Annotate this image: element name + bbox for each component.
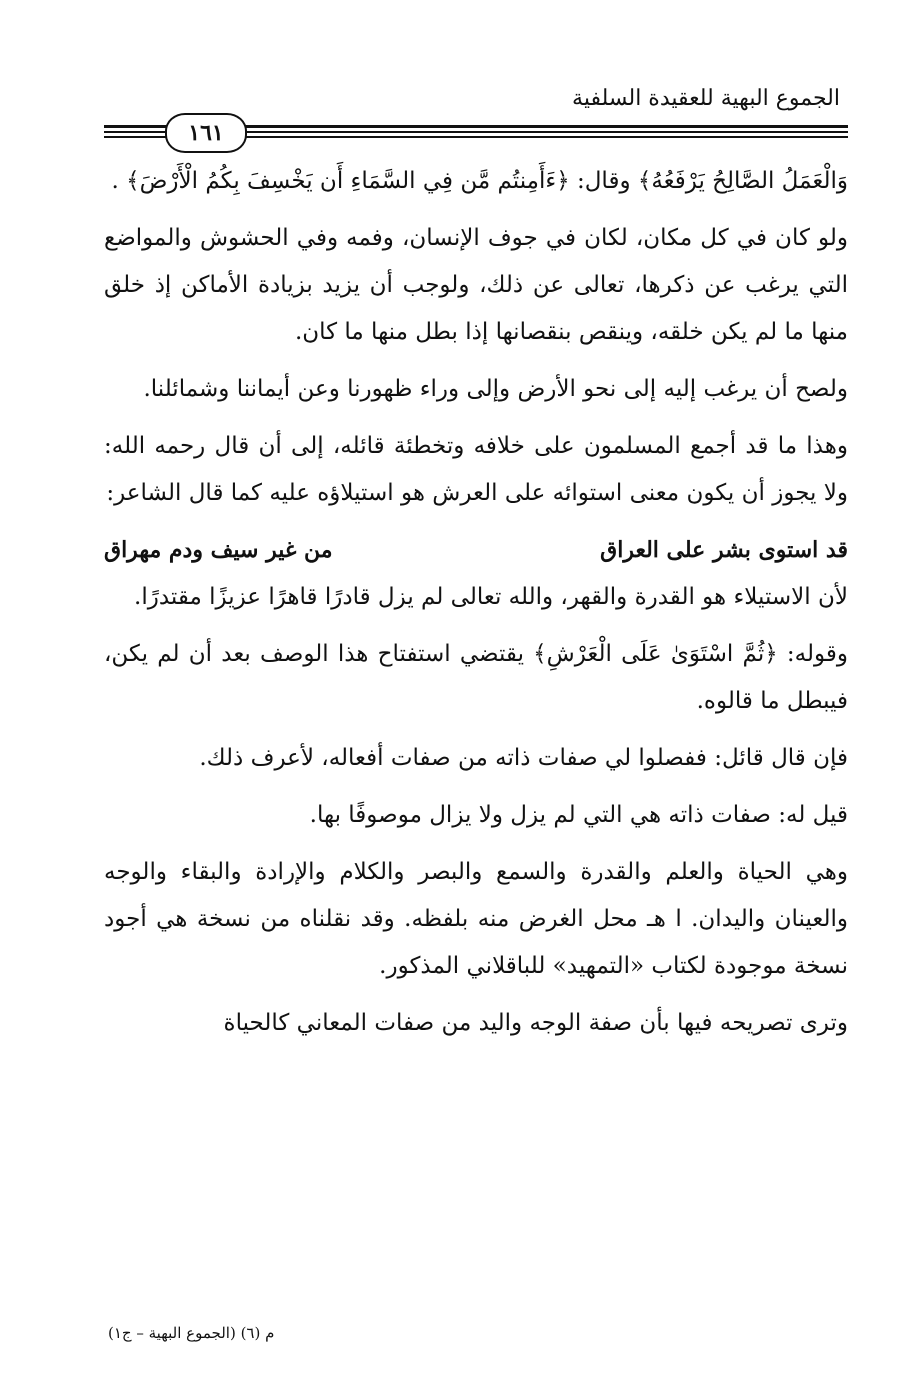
paragraph: فإن قال قائل: ففصلوا لي صفات ذاته من صفات أفعاله، لأعرف ذلك.	[199, 745, 848, 771]
paragraph: لأن الاستيلاء هو القدرة والقهر، والله تعالى لم يزل قادرًا قاهرًا عزيزًا مقتدرًا.	[134, 584, 848, 610]
verse-second-hemistich: من غير سيف ودم مهراق	[104, 537, 333, 563]
paragraph: قيل له: صفات ذاته هي التي لم يزل ولا يزال موصوفًا بها.	[309, 802, 848, 828]
footer-signature: م (٦) (الجموع البهية – ج١)	[108, 1324, 275, 1342]
paragraph: ولصح أن يرغب إليه إلى نحو الأرض وإلى وراء ظهورنا وعن أيماننا وشمائلنا.	[143, 376, 848, 402]
paragraph: وهي الحياة والعلم والقدرة والسمع والبصر والكلام والإرادة والبقاء والوجه والعينان واليدان. ا هـ محل الغرض منه بلفظه. وقد نقلناه من نسخة هي أجود نسخة موجودة لكتاب «التمهيد» للباقلاني المذكور.	[104, 859, 848, 979]
running-header-title: الجموع البهية للعقيدة السلفية	[572, 86, 840, 111]
paragraph: وترى تصريحه فيها بأن صفة الوجه واليد من صفات المعاني كالحياة	[223, 1010, 848, 1036]
poetry-verse	[104, 527, 848, 574]
main-text	[104, 158, 848, 1057]
page-number: ١٦١	[165, 113, 247, 153]
paragraph: وهذا ما قد أجمع المسلمون على خلافه وتخطئة قائله، إلى أن قال رحمه الله: ولا يجوز أن يكون معنى استوائه على العرش هو استيلاؤه عليه كما قال الشاعر:	[104, 433, 848, 506]
verse-first-hemistich: قد استوى بشر على العراق	[600, 537, 848, 563]
paragraph: وقوله: ﴿ثُمَّ اسْتَوَىٰ عَلَى الْعَرْشِ﴾ يقتضي استفتاح هذا الوصف بعد أن لم يكن، فيبطل ما قالوه.	[104, 641, 848, 714]
paragraph: وَالْعَمَلُ الصَّالِحُ يَرْفَعُهُ﴾ وقال: ﴿ءَأَمِنتُم مَّن فِي السَّمَاءِ أَن يَخْسِفَ بِكُمُ الْأَرْضَ﴾ .	[111, 168, 848, 194]
paragraph: ولو كان في كل مكان، لكان في جوف الإنسان، وفمه وفي الحشوش والمواضع التي يرغب عن ذكرها، تعالى عن ذلك، ولوجب أن يزيد بزيادة الأماكن إذ خلق منها ما لم يكن خلقه، وينقص بنقصانها إذا بطل منها ما كان.	[104, 225, 848, 345]
